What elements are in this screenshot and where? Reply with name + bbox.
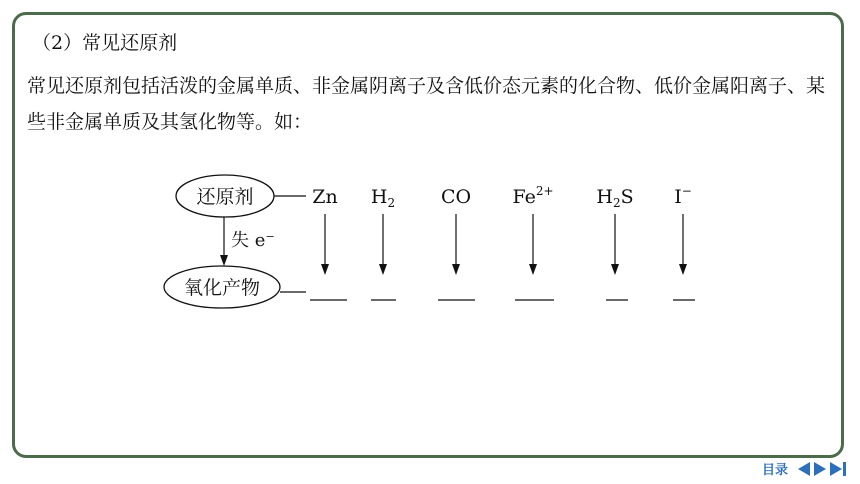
species-arrowhead — [529, 264, 537, 275]
species-arrowhead — [321, 264, 329, 275]
species-formula: $H_2$ — [370, 186, 396, 210]
species-formula: $Fe^{2+}$ — [512, 184, 554, 208]
electron-loss-label: 失 e⁻ — [231, 230, 275, 251]
reductant-label: 还原剂 — [196, 186, 254, 208]
species-arrowhead — [379, 264, 387, 275]
species-arrowhead — [452, 264, 460, 275]
species-arrowhead — [679, 264, 687, 275]
species-arrowhead — [611, 264, 619, 275]
next-slide-icon[interactable] — [814, 462, 826, 476]
species-formula: Zn — [312, 186, 338, 208]
last-slide-icon[interactable] — [830, 462, 846, 476]
prev-slide-icon[interactable] — [798, 462, 810, 476]
species-formula: CO — [440, 186, 472, 208]
electron-loss-arrowhead — [220, 255, 228, 266]
section-heading: （2）常见还原剂 — [32, 32, 178, 54]
intro-paragraph: 常见还原剂包括活泼的金属单质、非金属阴离子及含低价态元素的化合物、低价金属阳离子、某些非金属单质及其氢化物等。如： — [27, 75, 826, 133]
oxidation-product-label: 氧化产物 — [183, 277, 261, 299]
toc-link[interactable]: 目录 — [761, 463, 788, 478]
species-formula: I− — [674, 184, 692, 208]
slide-nav — [762, 459, 846, 478]
species-formula: $H_2S$ — [596, 186, 634, 210]
